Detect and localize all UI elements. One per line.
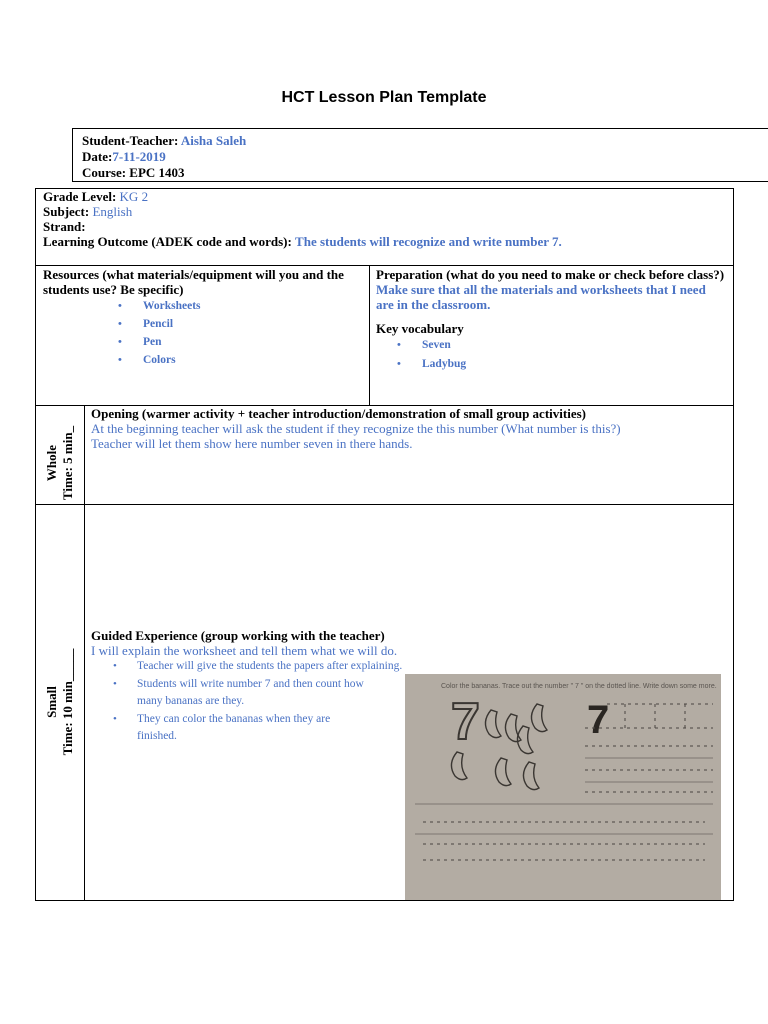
lesson-table (35, 188, 734, 901)
subject-value: English (92, 204, 133, 219)
resources-list (43, 297, 365, 369)
info-section (43, 189, 733, 249)
list-item: • Teacher will give the students the papers after explaining. (91, 658, 391, 676)
opening-line1: At the beginning teacher will ask the student if they recognize the this number (What number is this?) (91, 421, 621, 436)
vocab-heading: Key vocabulary (376, 321, 464, 336)
date-label: Date: (82, 149, 113, 164)
strand-label: Strand: (43, 219, 86, 234)
guided-side-line1: Small (44, 686, 59, 718)
subject-label: Subject: (43, 204, 90, 219)
grade-label: Grade Level: (43, 189, 117, 204)
list-item: • Ladybug (376, 355, 726, 373)
student-teacher-label: Student-Teacher: (82, 133, 179, 148)
worksheet-number: 7 (451, 693, 480, 751)
header-box (72, 128, 768, 182)
guided-side-label (44, 636, 76, 768)
course-label: Course: EPC 1403 (82, 165, 185, 180)
page-title: HCT Lesson Plan Template (281, 89, 487, 106)
opening-side-line1: Whole (44, 444, 59, 482)
guided-intro: I will explain the worksheet and tell them what we will do. (91, 643, 398, 658)
grade-value: KG 2 (119, 189, 149, 204)
resources-heading: Resources (what materials/equipment will you and the students use? Be specific) (43, 267, 344, 297)
guided-list (91, 658, 403, 746)
list-item: • Students will write number 7 and then count how many bananas are they. (91, 676, 387, 711)
list-item: • Pen (43, 333, 365, 351)
solid-lines (415, 758, 713, 834)
outcome-value: The students will recognize and write number 7. (295, 234, 562, 249)
banana-icon (451, 704, 547, 790)
opening-line2: Teacher will let them show here number seven in there hands. (91, 436, 413, 451)
preparation-text: Make sure that all the materials and worksheets that I need are in the classroom. (376, 282, 706, 312)
list-item: • Worksheets (43, 297, 365, 315)
guided-cell (91, 628, 421, 746)
worksheet-drawing (405, 674, 721, 900)
opening-side-label (44, 413, 76, 513)
date-value: 7-11-2019 (112, 149, 166, 164)
preparation-cell (376, 267, 726, 373)
worksheet-number-trace: 7 (587, 698, 610, 742)
opening-cell (91, 406, 731, 451)
outcome-label: Learning Outcome (ADEK code and words): (43, 234, 292, 249)
vocab-list (376, 336, 726, 373)
worksheet-instruction: Color the bananas. Trace out the number " 7 " on the dotted line. Write down some more. (441, 683, 717, 690)
opening-side-line2: Time: 5 min_ (60, 425, 75, 501)
guided-heading: Guided Experience (group working with the teacher) (91, 628, 385, 643)
guided-side-line2: Time: 10 min_____ (60, 648, 75, 756)
opening-heading: Opening (warmer activity + teacher introduction/demonstration of small group activities) (91, 406, 586, 421)
list-item: • Seven (376, 336, 726, 354)
student-teacher-value: Aisha Saleh (180, 133, 247, 148)
list-item: • Pencil (43, 315, 365, 333)
list-item: • Colors (43, 351, 365, 369)
worksheet-photo (405, 674, 721, 900)
list-item: • They can color the bananas when they are finished. (91, 711, 367, 746)
resources-cell (43, 267, 365, 369)
preparation-heading: Preparation (what do you need to make or check before class?) (376, 267, 725, 282)
